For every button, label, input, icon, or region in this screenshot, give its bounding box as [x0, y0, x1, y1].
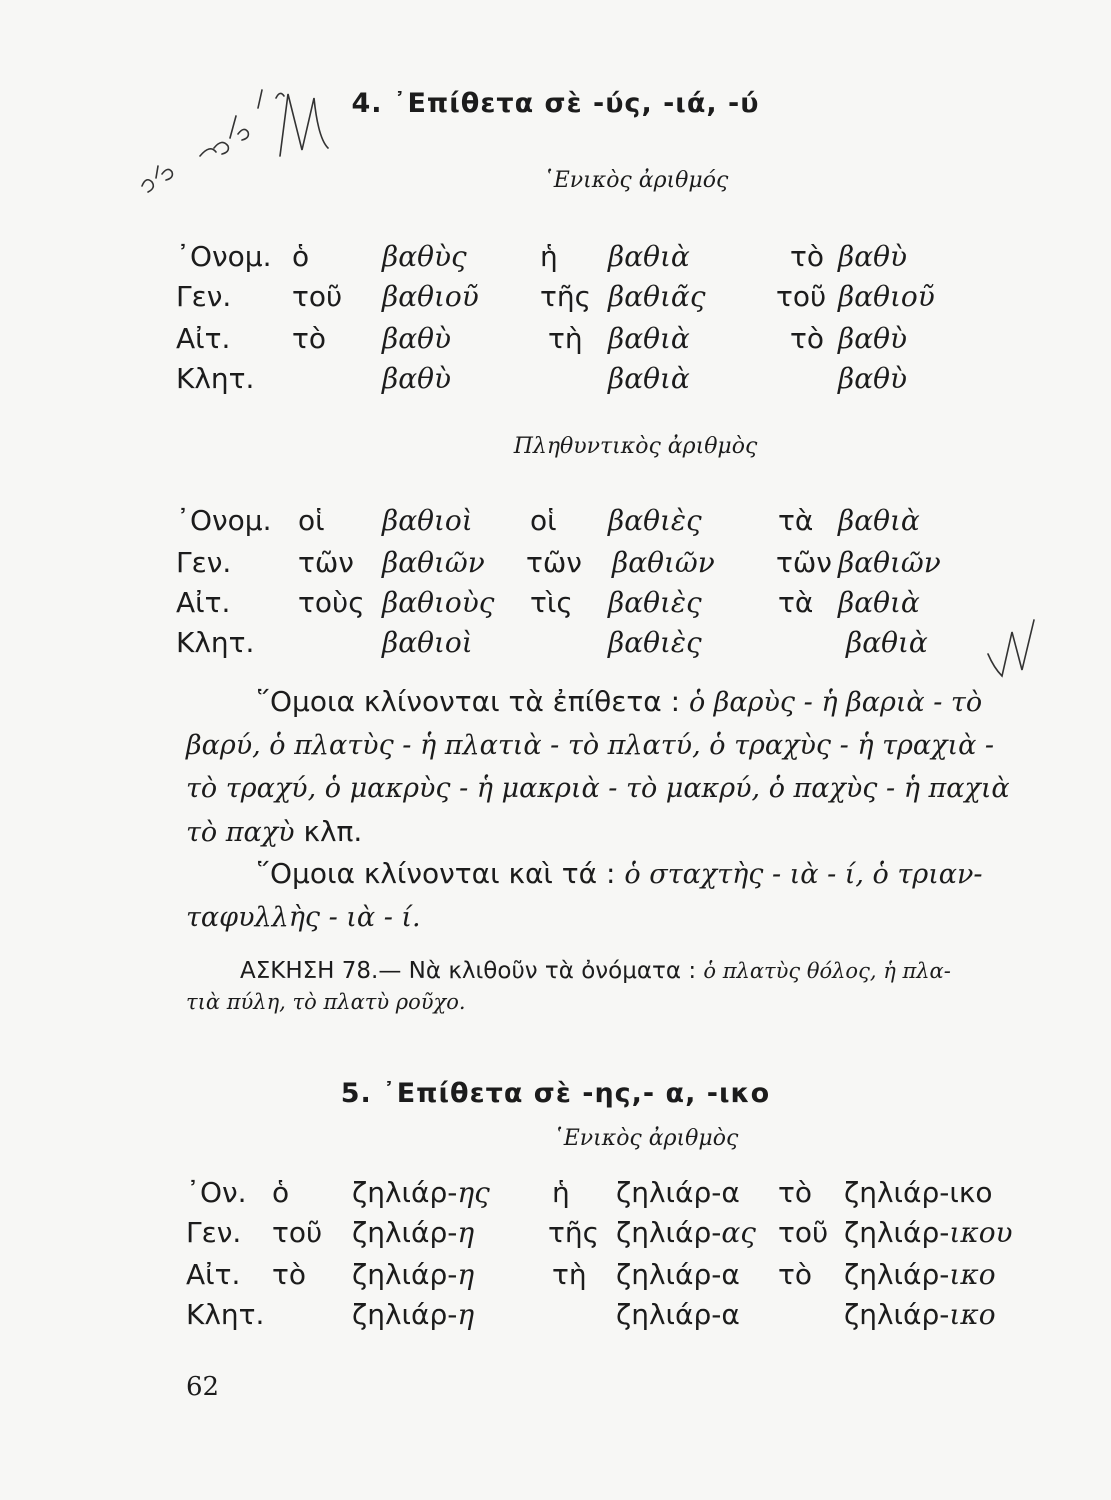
- table-row: Κλητ. βαθιοὶ βαθιὲς βαθιὰ: [176, 626, 928, 659]
- table-row: Γεν. τοῦ ζηλιάρ-η τῆς ζηλιάρ-ας τοῦ ζηλιάρ-ικου: [186, 1216, 1013, 1249]
- table-row: ᾿Ονομ. ὁ βαθὺς ἡ βαθιὰ τὸ βαθὺ: [176, 240, 907, 273]
- table-row: Αἰτ. τὸ ζηλιάρ-η τὴ ζηλιάρ-α τὸ ζηλιάρ-ικο: [186, 1258, 996, 1291]
- table-row: ᾿Ον. ὁ ζηλιάρ-ης ἡ ζηλιάρ-α τὸ ζηλιάρ-ικο: [186, 1176, 993, 1209]
- table-row: Γεν. τῶν βαθιῶν τῶν βαθιῶν τῶν βαθιῶν: [176, 546, 941, 579]
- singular-label-5: ῾Ενικὸς ἀριθμὸς: [552, 1126, 739, 1151]
- similar-adjectives-paragraph-2: ῞Ομοια κλίνονται καὶ τά : ὁ σταχτὴς - ιὰ - ί, ὁ τριαν- ταφυλλὴς - ιὰ - ί.: [186, 857, 983, 933]
- plural-label: Πληθυντικὸς ἀριθμὸς: [513, 434, 758, 459]
- table-row: Αἰτ. τοὺς βαθιοὺς τὶς βαθιὲς τὰ βαθιὰ: [176, 586, 920, 619]
- exercise-78: ΑΣΚΗΣΗ 78.— Νὰ κλιθοῦν τὰ ὀνόματα : ὁ πλατὺς θόλος, ἡ πλα- τιὰ πύλη, τὸ πλατὺ ροῦχο.: [186, 958, 951, 1014]
- table-row: ᾿Ονομ. οἱ βαθιοὶ οἱ βαθιὲς τὰ βαθιὰ: [176, 504, 920, 537]
- page-number: 62: [186, 1372, 220, 1402]
- table-row: Κλητ. ζηλιάρ-η ζηλιάρ-α ζηλιάρ-ικο: [186, 1298, 996, 1331]
- table-row: Γεν. τοῦ βαθιοῦ τῆς βαθιᾶς τοῦ βαθιοῦ: [176, 280, 935, 313]
- similar-adjectives-paragraph: ῞Ομοια κλίνονται τὰ ἐπίθετα : ὁ βαρὺς - ἡ βαριὰ - τὸ βαρύ, ὁ πλατὺς - ἡ πλατιὰ - τὸ πλατύ, ὁ τραχὺς - ἡ τραχιὰ - τὸ τραχύ, ὁ μακρὺς - ἡ μακριὰ - τὸ μακρύ, ὁ παχὺς - ἡ παχιὰ τὸ παχὺ κλπ.: [186, 685, 1010, 848]
- table-row: Κλητ. βαθὺ βαθιὰ βαθὺ: [176, 362, 907, 395]
- section-5-title: 5. ᾿Επίθετα σὲ -ης,- α, -ικο: [340, 1078, 771, 1109]
- singular-label: ῾Ενικὸς ἀριθμός: [542, 168, 729, 193]
- section-4-title: 4. ᾿Επίθετα σὲ -ύς, -ιά, -ύ: [351, 88, 760, 119]
- table-row: Αἰτ. τὸ βαθὺ τὴ βαθιὰ τὸ βαθὺ: [176, 322, 907, 355]
